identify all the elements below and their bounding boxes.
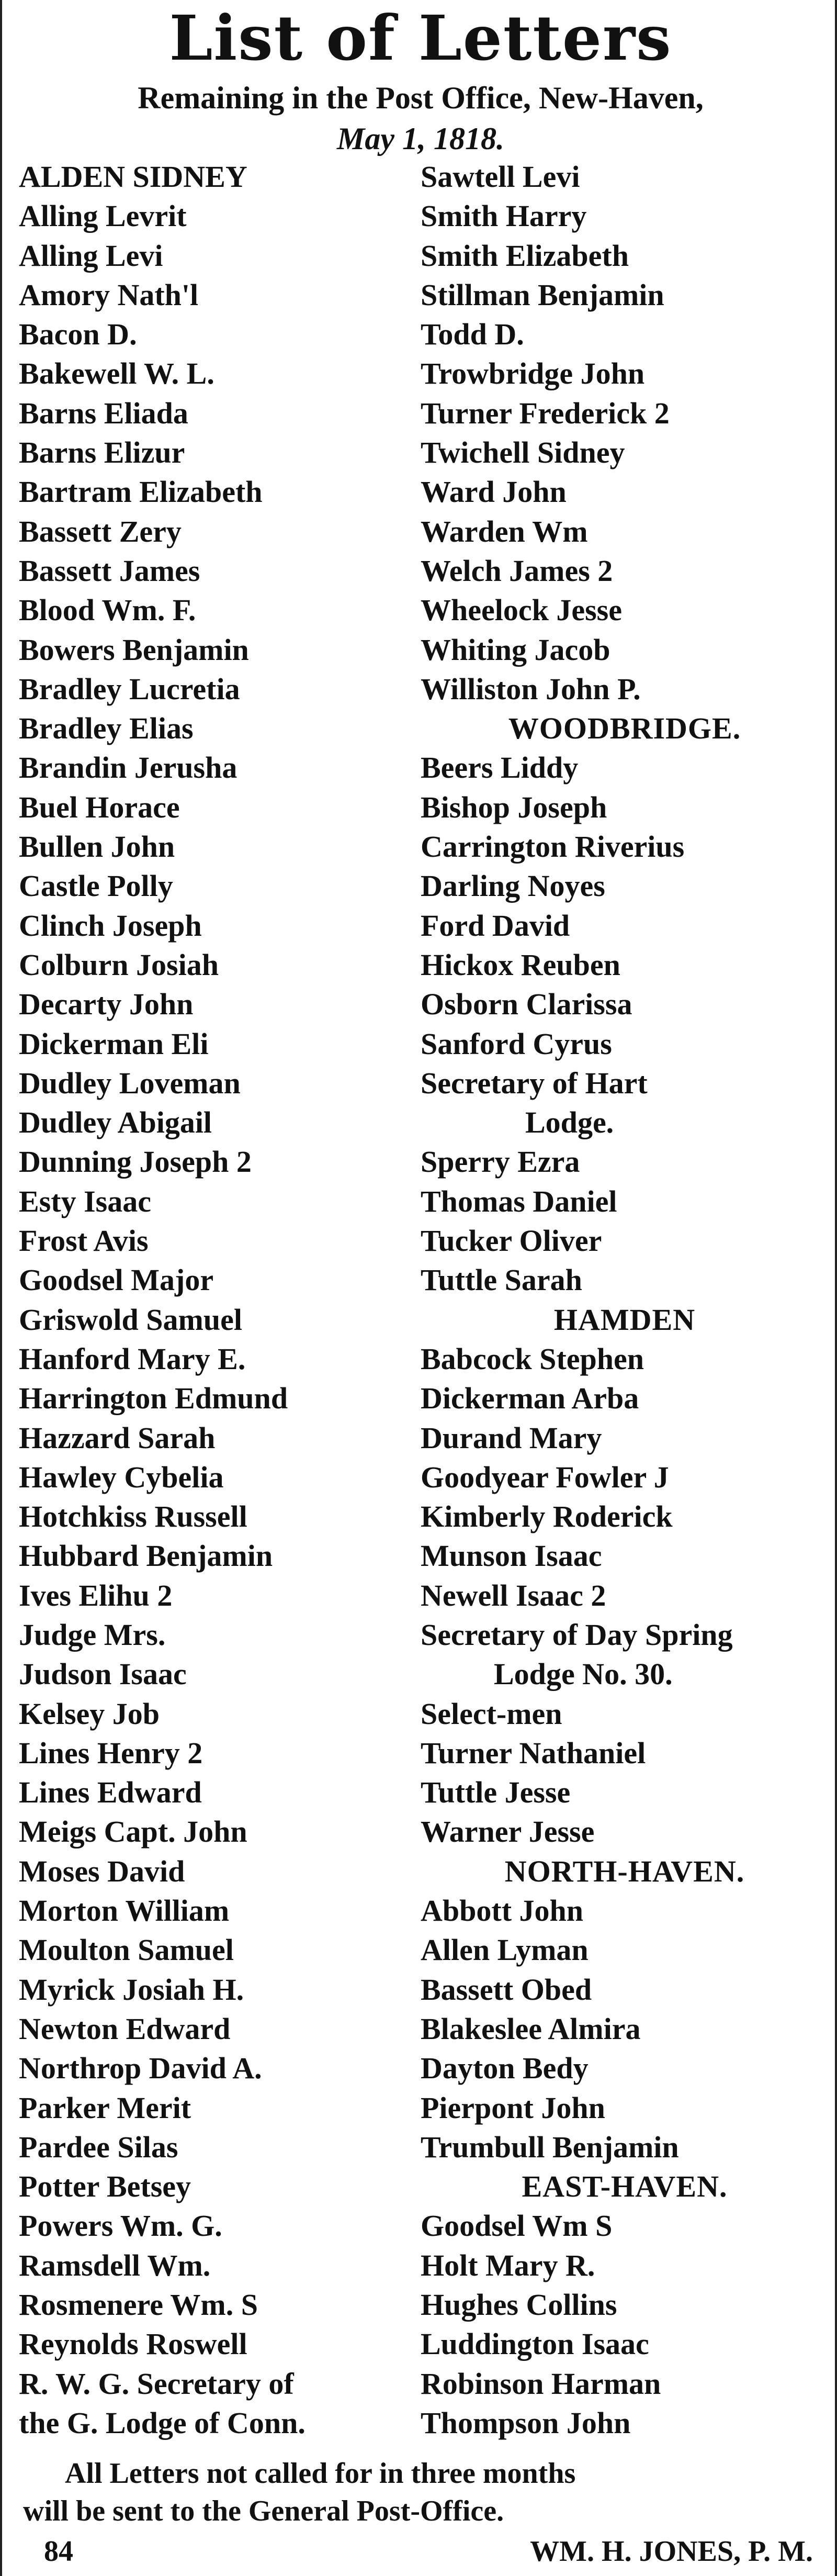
- letter-entry: Twichell Sidney: [421, 435, 625, 470]
- letter-entry: ALDEN SIDNEY: [19, 160, 247, 194]
- letter-entry: Moulton Samuel: [19, 1933, 234, 1967]
- letter-entry: Dickerman Eli: [19, 1026, 209, 1061]
- letter-entry: Clinch Joseph: [19, 908, 202, 943]
- letter-entry: Newton Edward: [19, 2011, 231, 2046]
- letter-entry: Wheelock Jesse: [421, 593, 622, 628]
- letter-entry: Alling Levi: [19, 238, 163, 273]
- subtitle: Remaining in the Post Office, New-Haven,: [138, 81, 704, 115]
- letter-entry: Frost Avis: [19, 1224, 149, 1258]
- letter-entry: Ives Elihu 2: [19, 1578, 173, 1612]
- letter-entry: Castle Polly: [19, 869, 173, 903]
- letter-entry: Rosmenere Wm. S: [19, 2288, 258, 2322]
- town-heading: HAMDEN: [553, 1302, 696, 1337]
- letter-entry: Dayton Bedy: [421, 2051, 589, 2086]
- letter-entry-continuation: Lodge No. 30.: [494, 1657, 673, 1692]
- letter-entry: Trumbull Benjamin: [421, 2130, 679, 2164]
- letter-entry: Lines Henry 2: [19, 1735, 203, 1770]
- letter-entry: Thomas Daniel: [421, 1184, 617, 1218]
- letter-entry: Barns Elizur: [19, 435, 185, 470]
- letter-entry: the G. Lodge of Conn.: [19, 2405, 306, 2440]
- letter-entry: Barns Eliada: [19, 396, 188, 430]
- letter-entry: Williston John P.: [421, 671, 641, 706]
- town-heading: WOODBRIDGE.: [508, 711, 741, 746]
- signature-line: [23, 2530, 823, 2572]
- letter-entry: Sawtell Levi: [421, 160, 580, 194]
- right-column: [421, 157, 829, 2443]
- letter-entry: Powers Wm. G.: [19, 2209, 222, 2243]
- letter-entry: Thompson John: [421, 2405, 631, 2440]
- letter-entry: Dudley Loveman: [19, 1066, 241, 1100]
- letter-entry: Morton William: [19, 1894, 230, 1928]
- letter-entry: Ramsdell Wm.: [19, 2248, 211, 2282]
- letter-entry: Blakeslee Almira: [421, 2011, 641, 2046]
- letter-entry: Colburn Josiah: [19, 947, 219, 982]
- letter-entry: Secretary of Day Spring: [421, 1617, 733, 1652]
- letter-entry: Bradley Lucretia: [19, 671, 240, 706]
- letter-entry: Robinson Harman: [421, 2366, 661, 2401]
- postmaster-signature: WM. H. JONES, P. M.: [530, 2535, 813, 2568]
- issue-number: 84: [44, 2535, 73, 2568]
- letter-entry: Trowbridge John: [421, 356, 645, 391]
- letter-entry: Hazzard Sarah: [19, 1420, 216, 1455]
- letter-entry: Bacon D.: [19, 317, 137, 352]
- letter-entry: R. W. G. Secretary of: [19, 2366, 294, 2401]
- letter-entry: Warner Jesse: [421, 1815, 595, 1849]
- letter-entry: Darling Noyes: [421, 869, 605, 903]
- page-title: List of Letters: [169, 2, 672, 74]
- letter-entry: Blood Wm. F.: [19, 593, 196, 628]
- notice-line-2: will be sent to the General Post-Office.: [23, 2495, 504, 2527]
- letter-entry: Dunning Joseph 2: [19, 1145, 252, 1179]
- letter-entry: Alling Levrit: [19, 199, 187, 233]
- letter-entry: Bishop Joseph: [421, 790, 607, 824]
- letter-entry: Osborn Clarissa: [421, 987, 632, 1022]
- letter-entry: Beers Liddy: [421, 751, 579, 785]
- letter-entry: Judge Mrs.: [19, 1617, 166, 1652]
- letter-entry: Bassett Obed: [421, 1972, 592, 2007]
- town-heading: NORTH-HAVEN.: [504, 1854, 745, 1888]
- letter-entry: Griswold Samuel: [19, 1302, 242, 1337]
- letter-entry: Bartram Elizabeth: [19, 475, 263, 509]
- letter-entry: Lines Edward: [19, 1775, 202, 1810]
- letter-entry: Bakewell W. L.: [19, 356, 214, 391]
- letter-entry: Parker Merit: [19, 2090, 191, 2125]
- notice: [23, 2455, 823, 2530]
- letter-entry: Amory Nath'l: [19, 277, 199, 312]
- letter-entry: Myrick Josiah H.: [19, 1972, 244, 2007]
- letter-entry-continuation: Lodge.: [525, 1105, 614, 1140]
- letter-entry: Potter Betsey: [19, 2169, 191, 2204]
- letter-entry: Stillman Benjamin: [421, 277, 664, 312]
- letter-entry: Northrop David A.: [19, 2051, 262, 2086]
- letter-entry: Sperry Ezra: [421, 1145, 580, 1179]
- letter-entry: Kelsey Job: [19, 1696, 160, 1731]
- letter-entry: Durand Mary: [421, 1420, 602, 1455]
- letter-entry: Goodyear Fowler J: [421, 1460, 669, 1494]
- letter-entry: Brandin Jerusha: [19, 751, 237, 785]
- letter-entry: Ford David: [421, 908, 570, 943]
- left-column: [19, 157, 416, 2443]
- letter-entry: Kimberly Roderick: [421, 1499, 673, 1534]
- letter-entry: Hickox Reuben: [421, 947, 620, 982]
- letter-entry: Reynolds Roswell: [19, 2327, 247, 2361]
- letter-entry: Hanford Mary E.: [19, 1341, 246, 1376]
- letter-entry: Dickerman Arba: [421, 1381, 639, 1416]
- letter-entry: Todd D.: [421, 317, 524, 352]
- town-heading: EAST-HAVEN.: [522, 2169, 728, 2204]
- letter-entry: Tuttle Jesse: [421, 1775, 571, 1810]
- letter-entry: Esty Isaac: [19, 1184, 151, 1218]
- letter-entry: Smith Elizabeth: [421, 238, 629, 273]
- letter-entry: Goodsel Major: [19, 1263, 214, 1297]
- letter-entry: Bradley Elias: [19, 711, 194, 746]
- letter-entry: Tucker Oliver: [421, 1224, 602, 1258]
- notice-line-1: All Letters not called for in three months: [65, 2457, 576, 2490]
- letter-entry: Abbott John: [421, 1894, 584, 1928]
- letter-entry: Allen Lyman: [421, 1933, 589, 1967]
- letter-entry: Whiting Jacob: [421, 632, 610, 667]
- letter-entry: Welch James 2: [421, 553, 613, 588]
- letter-entry: Holt Mary R.: [421, 2248, 595, 2282]
- letter-entry: Bassett James: [19, 553, 200, 588]
- letter-entry: Hawley Cybelia: [19, 1460, 224, 1494]
- letter-entry: Luddington Isaac: [421, 2327, 649, 2361]
- letter-entry: Decarty John: [19, 987, 194, 1022]
- letter-entry: Bowers Benjamin: [19, 632, 249, 667]
- letter-entry: Meigs Capt. John: [19, 1815, 247, 1849]
- letter-entry: Pardee Silas: [19, 2130, 178, 2164]
- letter-entry: Bullen John: [19, 830, 175, 864]
- letter-entry: Buel Horace: [19, 790, 180, 824]
- letter-entry: Select-men: [421, 1696, 562, 1731]
- letter-entry: Moses David: [19, 1854, 185, 1888]
- letter-entry: Ward John: [421, 475, 567, 509]
- letter-entry: Turner Frederick 2: [421, 396, 670, 430]
- letter-entry: Warden Wm: [421, 514, 588, 548]
- letter-entry: Pierpont John: [421, 2090, 605, 2125]
- letter-entry: Bassett Zery: [19, 514, 182, 548]
- letter-entry: Hubbard Benjamin: [19, 1539, 273, 1573]
- dateline: May 1, 1818.: [337, 121, 504, 156]
- letter-entry: Harrington Edmund: [19, 1381, 288, 1416]
- letter-entry: Carrington Riverius: [421, 830, 685, 864]
- letter-entry: Dudley Abigail: [19, 1105, 212, 1140]
- letter-entry: Munson Isaac: [421, 1539, 602, 1573]
- letter-entry: Secretary of Hart: [421, 1066, 648, 1100]
- letter-entry: Babcock Stephen: [421, 1341, 644, 1376]
- letter-entry: Hughes Collins: [421, 2288, 617, 2322]
- letter-entry: Tuttle Sarah: [421, 1263, 582, 1297]
- letter-entry: Sanford Cyrus: [421, 1026, 612, 1061]
- letter-entry: Turner Nathaniel: [421, 1735, 646, 1770]
- letter-entry: Smith Harry: [421, 199, 587, 233]
- letter-entry: Goodsel Wm S: [421, 2209, 613, 2243]
- letter-entry: Hotchkiss Russell: [19, 1499, 247, 1534]
- letter-entry: Newell Isaac 2: [421, 1578, 606, 1612]
- letter-entry: Judson Isaac: [19, 1657, 187, 1692]
